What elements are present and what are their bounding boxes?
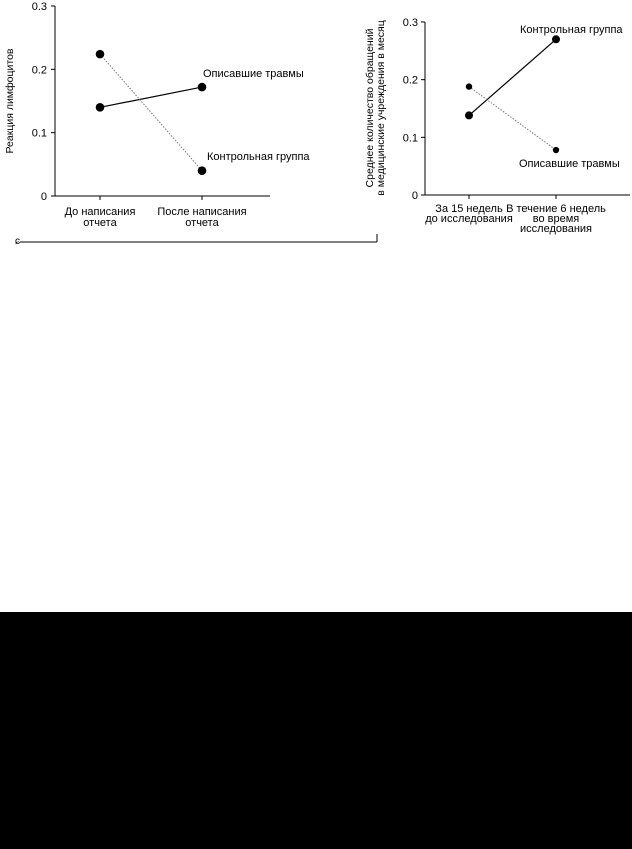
left-data-point: [198, 166, 207, 175]
left-x-category-label: отчета: [185, 217, 219, 229]
right-series: [465, 24, 623, 170]
right-y-tick-label: 0.1: [402, 132, 418, 145]
left-series-line: [100, 54, 202, 171]
right-x-category-label: исследования: [520, 223, 592, 235]
left-x-category-label: После написания: [157, 206, 247, 218]
left-corner-mark: ɕ: [15, 236, 20, 247]
right-data-point: [466, 83, 472, 89]
right-y-tick-label: 0.3: [402, 17, 418, 29]
right-series-line: [469, 87, 556, 150]
right-data-point: [552, 35, 560, 43]
right-x-category-label: За 15 недель: [435, 203, 503, 215]
lymphocyte-chart: [4, 1, 377, 247]
left-y-tick-label: 0.3: [31, 1, 47, 13]
right-y-tick-label: 0: [411, 190, 418, 202]
right-x-category-label: В течение 6 недель: [506, 203, 606, 215]
medical-visits-chart: [364, 17, 630, 235]
right-y-ticks: [403, 17, 425, 202]
left-data-point: [198, 83, 207, 92]
left-y-ticks: [32, 1, 55, 203]
left-series-label: Описавшие травмы: [203, 68, 304, 80]
left-data-point: [96, 50, 105, 59]
right-x-ticks: [425, 195, 606, 235]
left-data-point: [96, 103, 105, 112]
left-y-tick-label: 0: [40, 191, 47, 203]
left-x-category-label: До написания: [64, 206, 136, 218]
right-y-axis-label-line-1: Среднее количество обращений: [364, 28, 376, 188]
black-band: [0, 612, 632, 849]
left-x-ticks: [65, 196, 247, 229]
right-x-category-label: во время: [532, 213, 580, 225]
right-y-tick-label: 0.2: [402, 74, 418, 87]
left-y-axis-label: Реакция лимфоцитов: [4, 48, 16, 154]
right-series-line: [469, 39, 556, 115]
right-series-label: Описавшие травмы: [519, 158, 620, 170]
left-y-tick-label: 0.1: [31, 127, 47, 140]
right-data-point: [465, 111, 473, 119]
left-series-label: Контрольная группа: [207, 151, 310, 163]
left-series-line: [100, 87, 202, 107]
right-series-label: Контрольная группа: [520, 24, 623, 36]
right-data-point: [553, 147, 559, 153]
left-y-tick-label: 0.2: [31, 64, 47, 77]
right-x-category-label: до исследования: [425, 213, 513, 225]
left-series: [96, 50, 311, 175]
right-y-axis-label-line-2: в медицинские учреждения в месяц: [375, 20, 387, 196]
left-x-category-label: отчета: [83, 217, 117, 229]
